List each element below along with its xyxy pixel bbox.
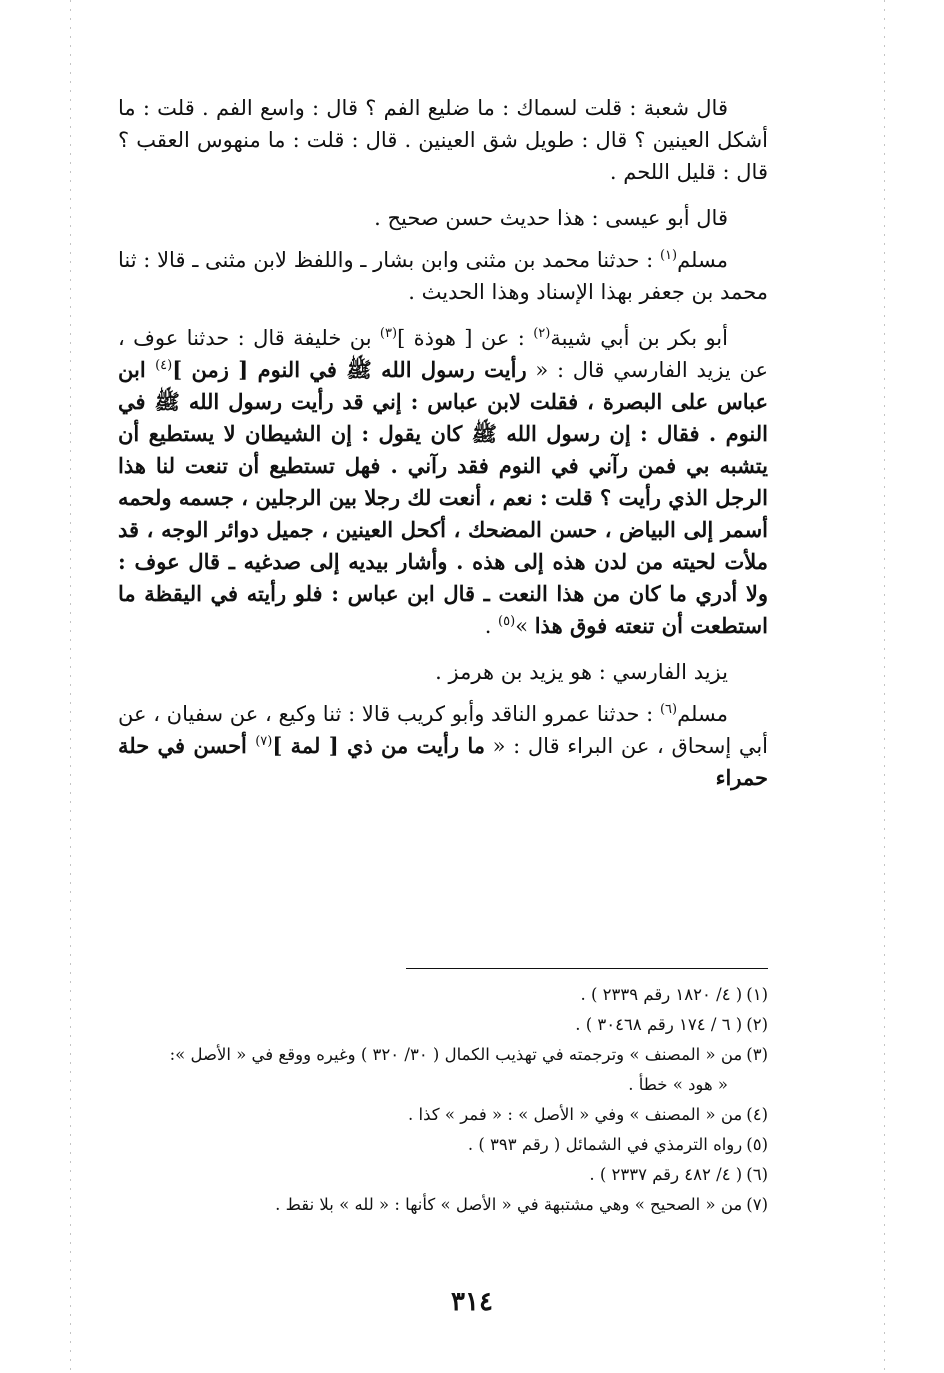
- paragraph-muslim-2: [118, 698, 768, 794]
- text-run: : حدثنا محمد بن مثنى وابن بشار ـ واللفظ لابن مثنى ـ قالا : ثنا محمد بن جعفر بهذا الإسناد وهذا الحديث .: [118, 248, 768, 304]
- hadith-text: ابن عباس على البصرة ، فقلت لابن عباس : إني قد رأيت رسول الله ﷺ في النوم . فقال : إن رسول الله ﷺ كان يقول : إن الشيطان لا يستطيع أن يتشبه بي فمن رآني في النوم فقد رآني . فهل تستطيع أن تنعت لنا هذا الرجل الذي رأيت ؟ قلت : نعم ، أنعت لك رجلا بين الرجلين ، جسمه ولحمه أسمر إلى البياض ، حسن المضحك ، أكحل العينين ، جميل دوائر الوجه ، قد ملأت لحيته من لدن هذه إلى هذه . وأشار بيديه إلى صدغيه ـ قال عوف : ولا أدري ما كان من هذا النعت ـ قال ابن عباس : فلو رأيته في اليقظة ما استطعت أن تنعته فوق هذا: [118, 357, 768, 638]
- paragraph-shuba: قال شعبة : قلت لسماك : ما ضليع الفم ؟ قال : واسع الفم . قلت : ما أشكل العينين ؟ قال : طويل شق العينين . قال : قلت : ما منهوس العقب ؟ قال : قليل اللحم .: [118, 96, 768, 184]
- footnote-text: من « المصنف » وترجمته في تهذيب الكمال ( ٣٠/ ٣٢٠ ) وغيره ووقع في « الأصل »:: [169, 1045, 743, 1064]
- footnote-3: [118, 1040, 768, 1070]
- footnote-number: (٣): [746, 1045, 768, 1064]
- source-label: مسلم: [677, 248, 728, 272]
- footnote-6: [118, 1160, 768, 1190]
- scan-edge-right: [884, 0, 885, 1373]
- hadith-text: أحسن في حلة حمراء: [118, 733, 768, 790]
- footnote-text: « هود » خطأ .: [628, 1075, 728, 1094]
- footnote-text: من « المصنف » وفي « الأصل » : « فمر » كذا .: [408, 1105, 743, 1124]
- footnote-ref[interactable]: (٢): [533, 326, 551, 341]
- footnote-4: [118, 1100, 768, 1130]
- footnote-number: (٧): [746, 1195, 768, 1214]
- paragraph-abu-isa: قال أبو عيسى : هذا حديث حسن صحيح .: [374, 206, 728, 230]
- text-run: بن خليفة قال : حدثنا عوف ، عن يزيد الفارسي قال : «: [118, 326, 769, 382]
- paragraph-muslim-1: [118, 244, 768, 308]
- scan-edge-left: [70, 0, 71, 1373]
- text-run: .: [484, 614, 499, 638]
- footnote-text: ( ٤/ ٤٨٢ رقم ٢٣٣٧ ) .: [589, 1165, 743, 1184]
- footnote-7: [118, 1190, 768, 1220]
- footnote-ref[interactable]: (٥): [498, 614, 516, 629]
- footnote-number: (٤): [746, 1105, 768, 1124]
- footnote-text: ( ٦ / ١٧٤ رقم ٣٠٤٦٨ ) .: [575, 1015, 743, 1034]
- footnotes: [118, 980, 768, 1220]
- text-run: »: [515, 614, 535, 638]
- footnote-number: (١): [746, 985, 768, 1004]
- footnote-ref[interactable]: (٣): [379, 326, 398, 341]
- footnote-3-continued: [118, 1070, 768, 1100]
- source-label: أبو بكر بن أبي شيبة: [550, 326, 728, 350]
- footnote-text: ( ٤/ ١٨٢٠ رقم ٢٣٣٩ ) .: [580, 985, 743, 1004]
- footnote-ref[interactable]: (٧): [255, 734, 273, 749]
- footnote-number: (٢): [746, 1015, 768, 1034]
- text-run: : عن [ هوذة ]: [397, 326, 534, 350]
- footnote-number: (٥): [746, 1135, 768, 1154]
- main-text: [118, 92, 768, 808]
- footnote-text: من « الصحيح » وهي مشتبهة في « الأصل » كأنها : « لله » بلا نقط .: [275, 1195, 743, 1214]
- footnote-ref[interactable]: (٤): [155, 358, 173, 373]
- footnote-2: [118, 1010, 768, 1040]
- footnote-divider: [406, 968, 768, 969]
- paragraph-ibn-abi-shayba: [118, 322, 768, 642]
- footnote-ref[interactable]: (٦): [659, 702, 678, 717]
- footnote-5: [118, 1130, 768, 1160]
- hadith-text: ما رأيت من ذي [ لمة ]: [272, 733, 485, 758]
- hadith-text: رأيت رسول الله ﷺ في النوم [ زمن ]: [172, 357, 527, 382]
- source-label: مسلم: [677, 702, 728, 726]
- paragraph-yazid: يزيد الفارسي : هو يزيد بن هرمز .: [435, 660, 728, 684]
- footnote-1: [118, 980, 768, 1010]
- page-number: ٣١٤: [451, 1287, 493, 1317]
- footnote-text: رواه الترمذي في الشمائل ( رقم ٣٩٣ ) .: [467, 1135, 743, 1154]
- footnote-number: (٦): [746, 1165, 768, 1184]
- text-run: : حدثنا عمرو الناقد وأبو كريب قالا : ثنا وكيع ، عن سفيان ، عن أبي إسحاق ، عن البراء قال : «: [118, 702, 769, 758]
- footnote-ref[interactable]: (١): [659, 248, 678, 263]
